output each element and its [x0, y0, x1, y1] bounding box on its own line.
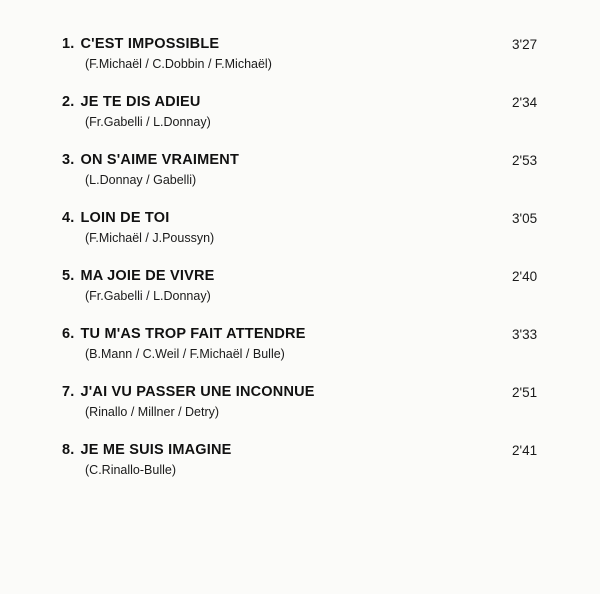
track-title-text: JE TE DIS ADIEU [80, 94, 201, 110]
track-duration: 2'34 [512, 95, 538, 110]
track-title [62, 94, 201, 110]
track-number: 2. [62, 94, 75, 110]
track-title [62, 326, 306, 342]
track-title [62, 36, 219, 52]
track-credits: (Fr.Gabelli / L.Donnay) [85, 289, 211, 303]
track-title-text: J'AI VU PASSER UNE INCONNUE [80, 384, 315, 400]
track-number: 3. [62, 152, 75, 168]
track-duration: 2'40 [512, 269, 538, 284]
track-number: 4. [62, 210, 75, 226]
track-duration: 3'05 [512, 211, 538, 226]
track-credits: (F.Michaël / J.Poussyn) [85, 231, 215, 245]
track-title-text: LOIN DE TOI [80, 210, 170, 226]
track-title [62, 268, 215, 284]
track-duration: 2'51 [512, 385, 538, 400]
track-credits: (L.Donnay / Gabelli) [85, 173, 197, 187]
track-row [0, 268, 600, 326]
track-number: 6. [62, 326, 75, 342]
track-title [62, 210, 169, 226]
track-duration: 3'27 [512, 37, 538, 52]
track-duration: 2'53 [512, 153, 538, 168]
track-credits: (C.Rinallo-Bulle) [85, 463, 176, 477]
track-credits: (B.Mann / C.Weil / F.Michaël / Bulle) [85, 347, 285, 361]
track-row [0, 326, 600, 384]
track-title-text: ON S'AIME VRAIMENT [80, 152, 239, 168]
track-title-text: JE ME SUIS IMAGINE [80, 442, 232, 458]
track-number: 1. [62, 36, 75, 52]
track-number: 5. [62, 268, 75, 284]
track-title [62, 152, 239, 168]
track-credits: (Fr.Gabelli / L.Donnay) [85, 115, 211, 129]
track-title [62, 384, 315, 400]
track-duration: 3'33 [512, 327, 538, 342]
track-row [0, 442, 600, 500]
track-number: 7. [62, 384, 75, 400]
track-row [0, 152, 600, 210]
track-row [0, 36, 600, 94]
track-number: 8. [62, 442, 75, 458]
track-title [62, 442, 232, 458]
track-row [0, 94, 600, 152]
track-title-text: TU M'AS TROP FAIT ATTENDRE [80, 326, 306, 342]
track-row [0, 210, 600, 268]
track-credits: (Rinallo / Millner / Detry) [85, 405, 220, 419]
track-credits: (F.Michaël / C.Dobbin / F.Michaël) [85, 57, 272, 71]
tracklist [0, 36, 600, 500]
track-row [0, 384, 600, 442]
track-title-text: C'EST IMPOSSIBLE [80, 36, 220, 52]
track-duration: 2'41 [512, 443, 538, 458]
track-title-text: MA JOIE DE VIVRE [80, 268, 215, 284]
